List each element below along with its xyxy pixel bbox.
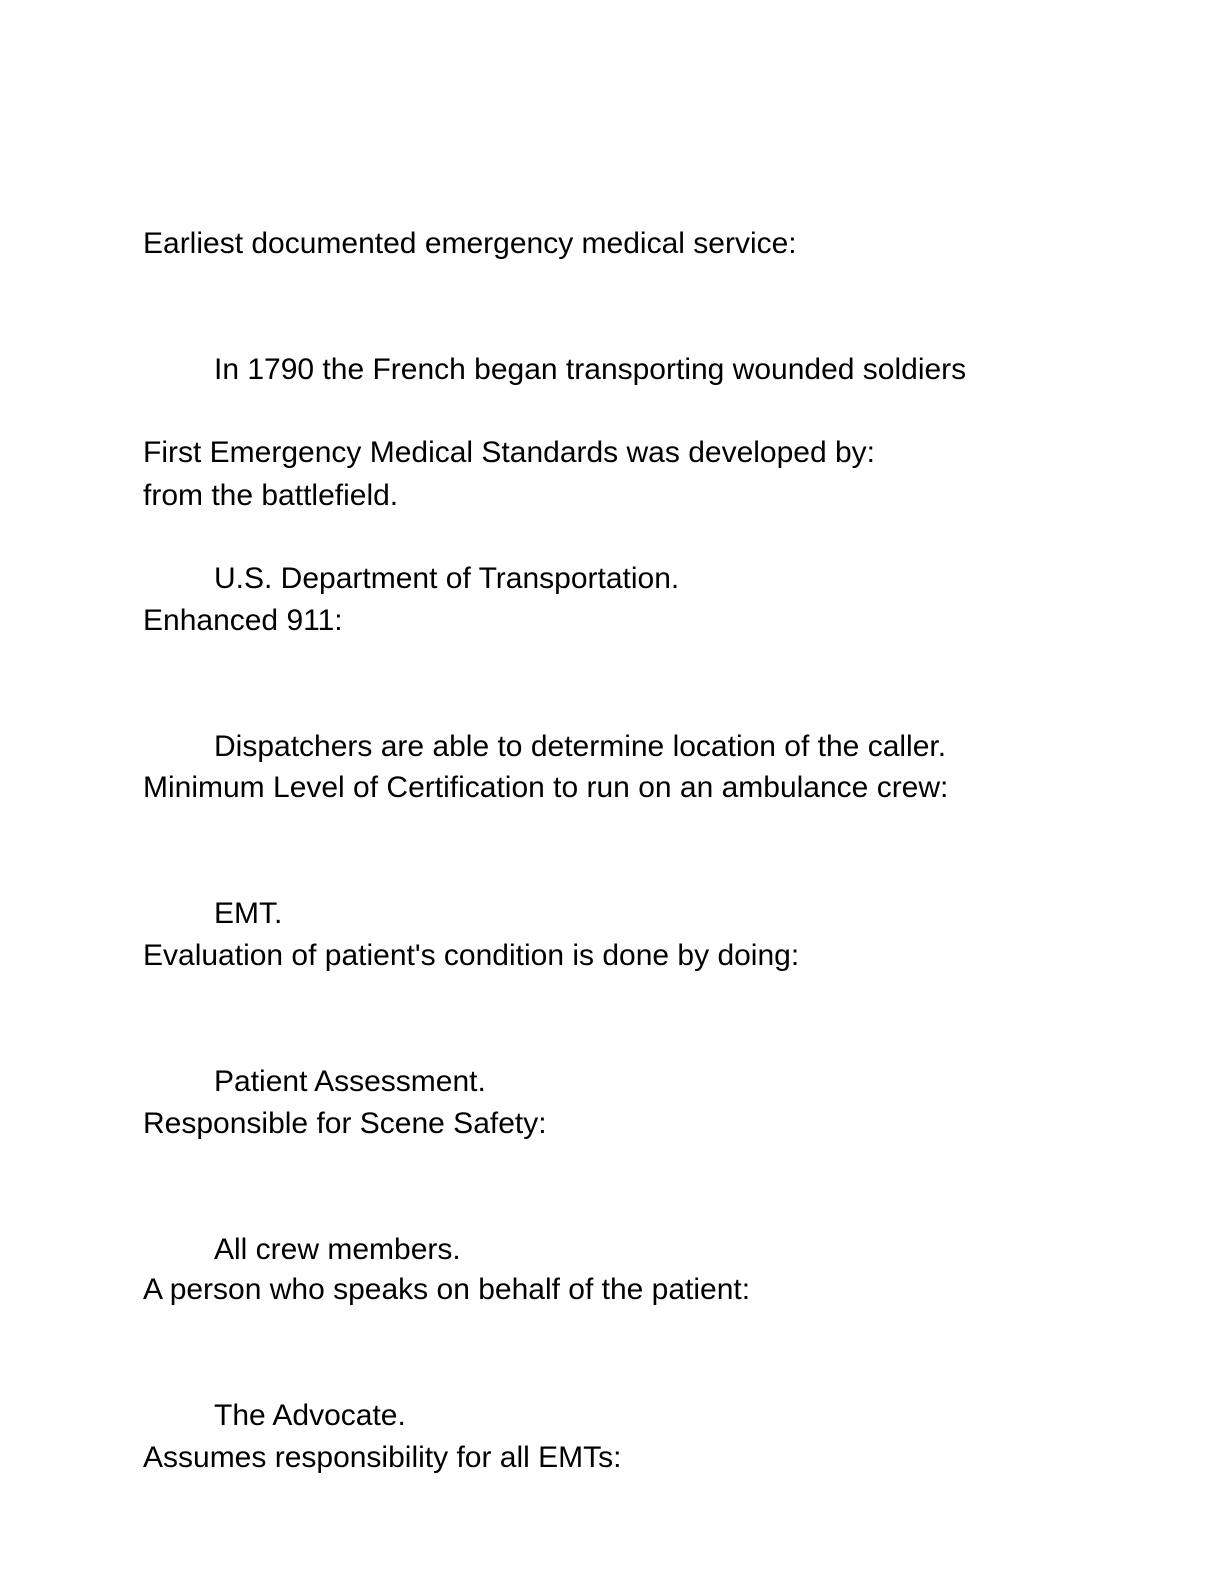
answer-value: Patient Assessment. — [214, 1065, 486, 1098]
answer-value: Dispatchers are able to determine location of the caller. — [214, 730, 947, 763]
question-text: Minimum Level of Certification to run on an ambulance crew: — [143, 771, 949, 804]
answer-line-2: from the battlefield. — [143, 479, 399, 512]
answer-value: U.S. Department of Transportation. — [214, 562, 680, 595]
question-text: Evaluation of patient's condition is done by doing: — [143, 939, 800, 972]
qa-item-responsibility — [143, 1353, 1043, 1563]
question-text: First Emergency Medical Standards was developed by: — [143, 436, 876, 469]
answer-value: The Advocate. — [214, 1399, 406, 1432]
answer-line-1: In 1790 the French began transporting wounded soldiers — [214, 353, 967, 386]
question-text: Responsible for Scene Safety: — [143, 1107, 547, 1140]
question-text: Enhanced 911: — [143, 604, 343, 637]
answer-value: All crew members. — [214, 1233, 461, 1266]
question-text: Earliest documented emergency medical service: — [143, 227, 797, 260]
question-text: Assumes responsibility for all EMTs: — [143, 1441, 622, 1474]
answer-value: EMT. — [214, 897, 283, 930]
question-text: A person who speaks on behalf of the patient: — [143, 1273, 751, 1306]
